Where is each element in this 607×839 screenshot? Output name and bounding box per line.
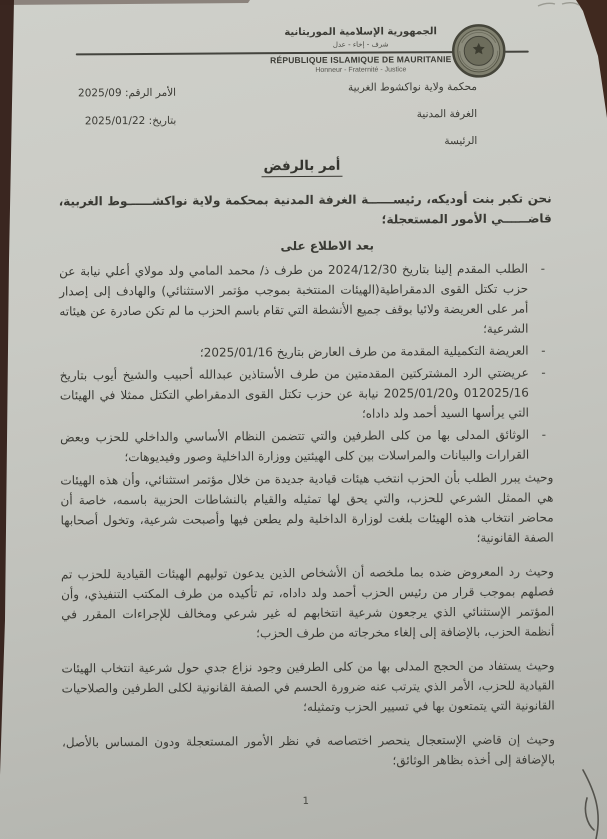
order-date-line: بتاريخ: 2025/01/22 (84, 114, 177, 128)
mauritania-state-seal-icon (452, 24, 506, 78)
chamber-name: الغرفة المدنية (416, 107, 478, 121)
list-item: - الطلب المقدم إلينا بتاريخ 2024/12/30 من طرف ذ/ محمد المامي ولد مولاي أعلي نيابة عن حزب تكتل القوى الدمقراطية(الهيئات المنتخبة بموجب مؤتمر الاستثنائي) والهادف إلى إصدار أمر على العريضة ولائيا بوقف جميع الأنشطة التي تقام باسم الحزب ما لم تكن صادرة عن هيئاته الشرعية؛ (59, 258, 552, 341)
judge-intro-paragraph: نحن تكبر بنت أوديكه، رئيســــــة الغرفة المدنية بمحكمة ولاية نواكشــــــوط الغربية، قاضــــــي الأمور المستعجلة؛ (58, 191, 552, 227)
list-item: - عريضتي الرد المشتركتين المقدمتين من طرف الأستاذين عبدالله أحبيب والشيخ أيوب بتاريخ 012025/16 و2025/01/20 نيابة عن حزب تكتل القوى الدمقراطي التكتل ممثلا في الهيئات التي يرأسها السيد أحمد ولد داداه؛ (60, 362, 553, 425)
whereas-paragraph: وحيث يبرر الطلب بأن الحزب انتخب هيئات قيادية جديدة من خلال مؤتمر استثنائي، وأن هذه الهيئات هي الممثل الشرعي للحزب، والتي يحق لها تمثيله والقيام بالنشاطات الحزبية باسمه، خاصة أن محاضر انتخاب هذه الهيئات بلغت لوزارة الداخلية ولم يطعن فيها وأصبحت شرعية، وتخول أصحابها الصفة القانونية؛ (60, 470, 554, 545)
motto-arabic: شرف - إخاء - عدل (332, 39, 389, 49)
order-reference-block (78, 87, 176, 144)
list-item: - العريضة التكميلية المقدمة من طرف العارض بتاريخ 2025/01/16؛ (60, 340, 553, 363)
court-info-block (348, 81, 477, 163)
document-title-text: أمر بالرفض (261, 158, 342, 177)
judge-title: الرئيسة (444, 134, 478, 148)
page-number: 1 (302, 795, 310, 808)
review-heading: بعد الاطلاع على (280, 238, 374, 254)
list-item: - الوثائق المدلى بها من كلى الطرفين والتي تتضمن النظام الأساسي والداخلي للحزب وبعض القرارات والبيانات والمراسلات بين كلى الهيئتين ووزارة الداخلية وصور وفيديوهات؛ (60, 424, 553, 467)
whereas-paragraph: وحيث رد المعروض ضده بما ملخصه أن الأشخاص الذين يدعون توليهم الهيئات القيادية للحزب تم فصلهم بموجب قرار من رئيس الحزب أحمد ولد داداه، تم تأكيده من طرف المكتب التنفيذي، وأن المؤتمر الإستثنائي الذي يرجعون شرعية انتخابهم له غير شرعي ومخالف للإجراءات المقرر في أنظمة الحزب، بالإضافة إلى إلغاء مخرجاته من طرف الحزب؛ (60, 564, 555, 641)
republic-name-arabic: الجمهورية الإسلامية الموريتانية (284, 26, 437, 39)
court-name: محكمة ولاية نواكشوط الغربية (347, 80, 478, 94)
republic-name-french: RÉPUBLIQUE ISLAMIQUE DE MAURITANIE (270, 53, 452, 65)
header-divider-line-right (505, 51, 529, 53)
whereas-paragraph: وحيث يستفاد من الحجج المدلى بها من كلى الطرفين وجود نزاع جدي حول شرعية انتخاب الهيئات القيادية للحزب، الأمر الذي يترتب عنه ضرورة الحسم في الصفة القانونية لكلى الطرفين والصلاحيات القانونية التي يتمتعون بها في تسيير الحزب وتمثيله؛ (61, 658, 555, 715)
motto-french: Honneur - Fraternité - Justice (315, 66, 407, 75)
whereas-paragraph: وحيث إن قاضي الإستعجال ينحصر اختصاصه في نظر الأمور المستعجلة ودون المساس بالأصل، بالإضافة إلى أخذه بظاهر الوثائق؛ (61, 732, 556, 768)
order-number-line: الأمر الرقم: 2025/09 (77, 86, 177, 100)
document-body (59, 188, 556, 772)
document-title (0, 153, 605, 176)
